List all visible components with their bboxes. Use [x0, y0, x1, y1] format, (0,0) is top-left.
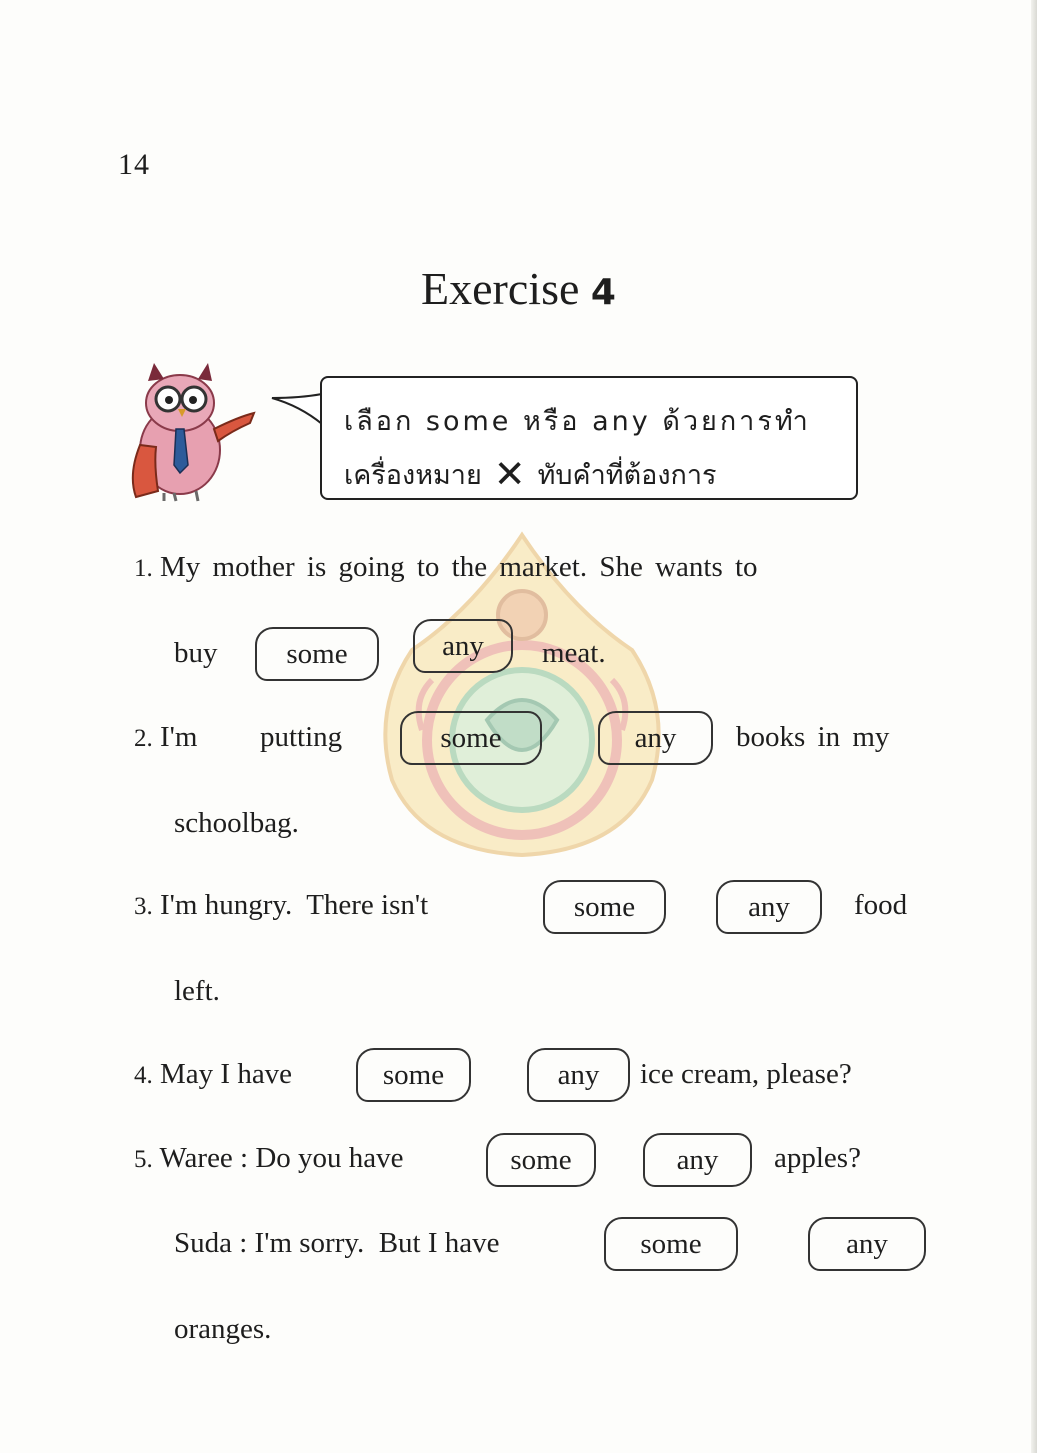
question-1-prefix: buy: [174, 637, 218, 669]
q5-option-any[interactable]: any: [643, 1133, 752, 1187]
question-number: 4.: [134, 1062, 153, 1089]
question-5-continuation: oranges.: [174, 1313, 272, 1345]
question-2-word-2: putting: [260, 721, 343, 753]
exercise-title: [0, 262, 1037, 315]
question-1-line-1: [134, 551, 758, 584]
question-number: 1.: [134, 555, 153, 582]
instruction-line-2: [344, 448, 836, 502]
instruction-line-1: เลือก some หรือ any ด้วยการทำ: [344, 406, 811, 437]
question-number: 2.: [134, 725, 153, 752]
question-5-line-1: [134, 1142, 404, 1175]
question-3-text: I'm hungry. There isn't: [160, 889, 429, 921]
page-edge: [1031, 0, 1037, 1453]
question-2-line-1: [134, 721, 197, 754]
question-4-suffix: ice cream, please?: [640, 1058, 852, 1090]
q2-option-some[interactable]: some: [400, 711, 542, 765]
q3-option-some[interactable]: some: [543, 880, 666, 934]
page-number: 14: [118, 148, 150, 181]
instruction-line-2-start: เครื่องหมาย: [344, 460, 482, 491]
q2-option-any[interactable]: any: [598, 711, 713, 765]
q5b-option-some[interactable]: some: [604, 1217, 738, 1271]
question-3-suffix: food: [854, 889, 908, 921]
exercise-title-text: Exercise: [421, 263, 580, 314]
q5-option-some[interactable]: some: [486, 1133, 596, 1187]
question-5-suffix: apples?: [774, 1142, 861, 1174]
instruction-bubble: [320, 376, 858, 500]
q5b-option-any[interactable]: any: [808, 1217, 926, 1271]
question-5-line-2: Suda : I'm sorry. But I have: [174, 1227, 500, 1259]
q4-option-any[interactable]: any: [527, 1048, 630, 1102]
question-3-continuation: left.: [174, 975, 220, 1007]
question-2-word-1: I'm: [160, 721, 198, 753]
question-1-text: My mother is going to the market. She wants to: [160, 551, 758, 583]
question-2-suffix: books in my: [736, 721, 890, 753]
question-2-continuation: schoolbag.: [174, 807, 299, 839]
question-3-line-1: [134, 889, 428, 922]
question-4-text: May I have: [160, 1058, 293, 1090]
question-number: 3.: [134, 893, 153, 920]
exercise-number: 4: [590, 272, 616, 313]
q4-option-some[interactable]: some: [356, 1048, 471, 1102]
q3-option-any[interactable]: any: [716, 880, 822, 934]
question-number: 5.: [134, 1146, 153, 1173]
q1-option-some[interactable]: some: [255, 627, 379, 681]
q1-option-any[interactable]: any: [413, 619, 513, 673]
owl-teacher-icon: [118, 355, 268, 505]
question-1-suffix: meat.: [542, 637, 606, 669]
instruction-line-2-end: ทับคำที่ต้องการ: [537, 460, 717, 491]
question-4-line-1: [134, 1058, 292, 1091]
cross-mark-icon: ✕: [493, 452, 526, 496]
question-5-text: Waree : Do you have: [159, 1142, 404, 1174]
